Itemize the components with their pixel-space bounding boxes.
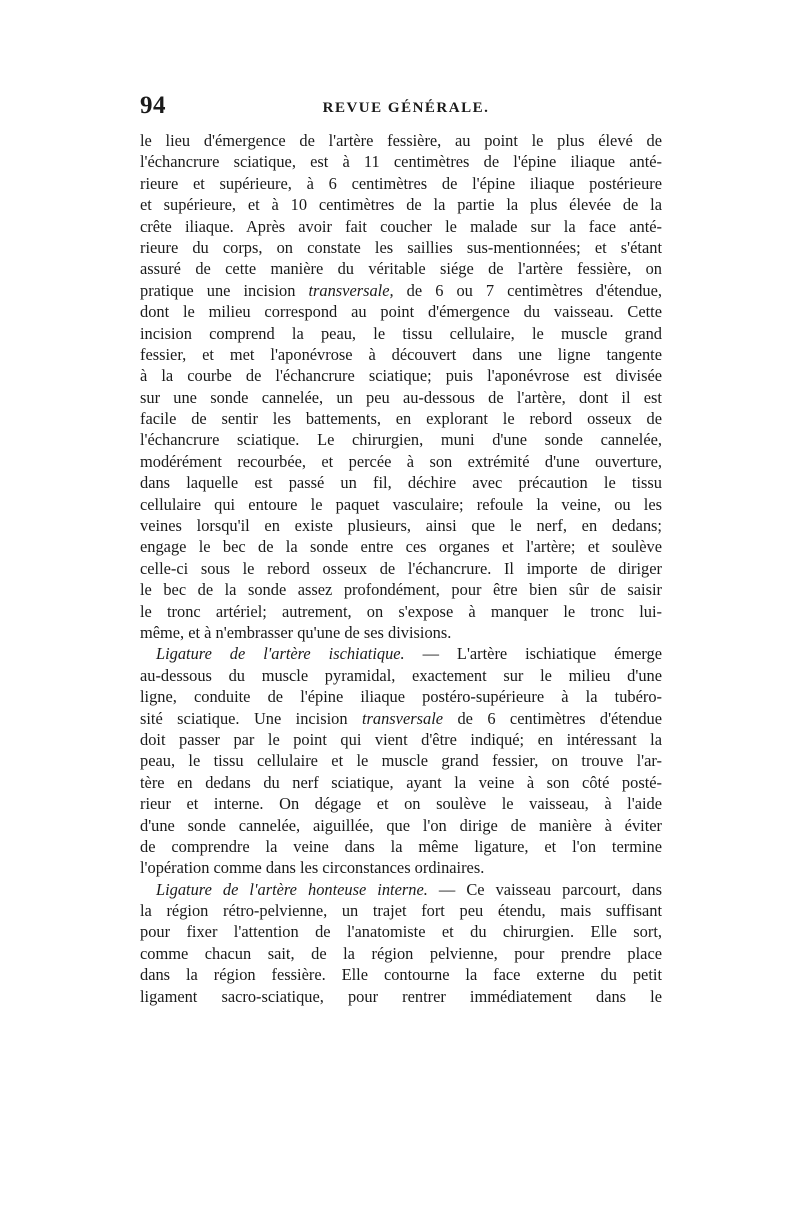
text-line bbox=[140, 130, 662, 151]
line-text: dans laquelle est passé un fil, déchire avec précaution le tissu bbox=[140, 473, 662, 493]
text-line bbox=[140, 793, 662, 814]
line-text: veines lorsqu'il en existe plusieurs, ainsi que le nerf, en dedans; bbox=[140, 516, 662, 536]
line-text: — L'artère ischiatique émerge bbox=[404, 644, 662, 664]
text-line bbox=[140, 772, 662, 793]
line-text: à la courbe de l'échancrure sciatique; puis l'aponévrose est divisée bbox=[140, 366, 662, 386]
body-text bbox=[140, 130, 662, 1007]
line-text: incision comprend la peau, le tissu cellulaire, le muscle grand bbox=[140, 323, 662, 343]
line-text: assuré de cette manière du véritable siége de l'artère fessière, on bbox=[140, 259, 662, 279]
text-line bbox=[140, 387, 662, 408]
text-line bbox=[140, 879, 662, 900]
line-text: ligament sacro-sciatique, pour rentrer immédiatement dans le bbox=[140, 986, 662, 1006]
text-line bbox=[140, 472, 662, 493]
line-text: d'une sonde cannelée, aiguillée, que l'on dirige de manière à éviter bbox=[140, 815, 662, 835]
line-text: pratique une incision bbox=[140, 280, 309, 300]
line-text: au-dessous du muscle pyramidal, exactement sur le milieu d'une bbox=[140, 665, 662, 685]
text-line bbox=[140, 558, 662, 579]
text-line bbox=[140, 429, 662, 450]
line-text: engage le bec de la sonde entre ces organes et l'artère; et soulève bbox=[140, 537, 662, 557]
text-line bbox=[140, 857, 662, 878]
text-line bbox=[140, 943, 662, 964]
text-line bbox=[140, 986, 662, 1007]
text-line bbox=[140, 451, 662, 472]
italic-text: transversale, bbox=[308, 280, 394, 300]
line-text: comme chacun sait, de la région pelvienne, pour prendre place bbox=[140, 943, 662, 963]
text-line bbox=[140, 258, 662, 279]
line-text: rieure du corps, on constate les saillies sus-mentionnées; et s'étant bbox=[140, 237, 662, 257]
text-line bbox=[140, 408, 662, 429]
line-text: l'échancrure sciatique, est à 11 centimètres de l'épine iliaque anté- bbox=[140, 152, 662, 172]
line-text: le lieu d'émergence de l'artère fessière, au point le plus élevé de bbox=[140, 131, 662, 150]
line-text: dont le milieu correspond au point d'émergence du vaisseau. Cette bbox=[140, 302, 662, 322]
text-line bbox=[140, 964, 662, 985]
text-line bbox=[140, 216, 662, 237]
text-line bbox=[140, 365, 662, 386]
line-text: crête iliaque. Après avoir fait coucher le malade sur la face anté- bbox=[140, 216, 662, 236]
text-line bbox=[140, 579, 662, 600]
text-line bbox=[140, 708, 662, 729]
line-text: pour fixer l'attention de l'anatomiste et du chirurgien. Elle sort, bbox=[140, 922, 662, 942]
page-number: 94 bbox=[140, 92, 166, 119]
line-text: dans la région fessière. Elle contourne la face externe du petit bbox=[140, 965, 662, 985]
line-text: facile de sentir les battements, en explorant le rebord osseux de bbox=[140, 409, 662, 429]
text-line bbox=[140, 900, 662, 921]
text-line bbox=[140, 344, 662, 365]
line-text: fessier, et met l'aponévrose à découvert dans une ligne tangente bbox=[140, 344, 662, 364]
text-line bbox=[140, 729, 662, 750]
running-title: REVUE GÉNÉRALE. bbox=[322, 100, 490, 116]
line-text: même, et à n'embrasser qu'une de ses divisions. bbox=[140, 622, 452, 642]
text-line bbox=[140, 237, 662, 258]
line-text: celle-ci sous le rebord osseux de l'échancrure. Il importe de diriger bbox=[140, 558, 662, 578]
line-text: l'opération comme dans les circonstances ordinaires. bbox=[140, 858, 485, 878]
line-text: le tronc artériel; autrement, on s'expose à manquer le tronc lui- bbox=[140, 601, 662, 621]
text-line bbox=[140, 836, 662, 857]
italic-text: Ligature de l'artère ischiatique. bbox=[156, 644, 405, 664]
line-text: de 6 ou 7 centimètres d'étendue, bbox=[393, 280, 662, 300]
line-text: le bec de la sonde assez profondément, pour être bien sûr de saisir bbox=[140, 580, 662, 600]
text-line bbox=[140, 921, 662, 942]
text-line bbox=[140, 494, 662, 515]
text-line bbox=[140, 643, 662, 664]
text-line bbox=[140, 323, 662, 344]
line-text: rieur et interne. On dégage et on soulève le vaisseau, à l'aide bbox=[140, 794, 662, 814]
line-text: modérément recourbée, et percée à son extrémité d'une ouverture, bbox=[140, 451, 662, 471]
italic-text: transversale bbox=[361, 708, 444, 728]
text-line bbox=[140, 750, 662, 771]
line-text: la région rétro-pelvienne, un trajet fort peu étendu, mais suffisant bbox=[140, 901, 662, 921]
line-text: doit passer par le point qui vient d'être indiqué; en intéressant la bbox=[140, 729, 662, 749]
line-text: rieure et supérieure, à 6 centimètres de l'épine iliaque postérieure bbox=[140, 173, 662, 193]
line-text: peau, le tissu cellulaire et le muscle grand fessier, on trouve l'ar- bbox=[140, 751, 662, 771]
running-head bbox=[140, 92, 662, 126]
text-line bbox=[140, 301, 662, 322]
text-line bbox=[140, 280, 662, 301]
text-line bbox=[140, 622, 662, 643]
line-text: cellulaire qui entoure le paquet vasculaire; refoule la veine, ou les bbox=[140, 494, 662, 514]
text-line bbox=[140, 815, 662, 836]
italic-text: Ligature de l'artère honteuse interne. bbox=[156, 879, 428, 899]
text-line bbox=[140, 665, 662, 686]
text-line bbox=[140, 151, 662, 172]
line-text: — Ce vaisseau parcourt, dans bbox=[427, 879, 662, 899]
text-line bbox=[140, 601, 662, 622]
line-text: tère en dedans du nerf sciatique, ayant la veine à son côté posté- bbox=[140, 772, 662, 792]
line-text: ligne, conduite de l'épine iliaque postéro-supérieure à la tubéro- bbox=[140, 687, 662, 707]
line-text: sur une sonde cannelée, un peu au-dessous de l'artère, dont il est bbox=[140, 387, 662, 407]
text-line bbox=[140, 686, 662, 707]
line-text: de 6 centimètres d'étendue bbox=[443, 708, 662, 728]
text-line bbox=[140, 536, 662, 557]
text-line bbox=[140, 173, 662, 194]
line-text: sité sciatique. Une incision bbox=[140, 708, 362, 728]
line-text: de comprendre la veine dans la même ligature, et l'on termine bbox=[140, 836, 662, 856]
text-line bbox=[140, 515, 662, 536]
line-text: l'échancrure sciatique. Le chirurgien, muni d'une sonde cannelée, bbox=[140, 430, 662, 450]
line-text: et supérieure, et à 10 centimètres de la partie la plus élevée de la bbox=[140, 195, 662, 215]
text-line bbox=[140, 194, 662, 215]
